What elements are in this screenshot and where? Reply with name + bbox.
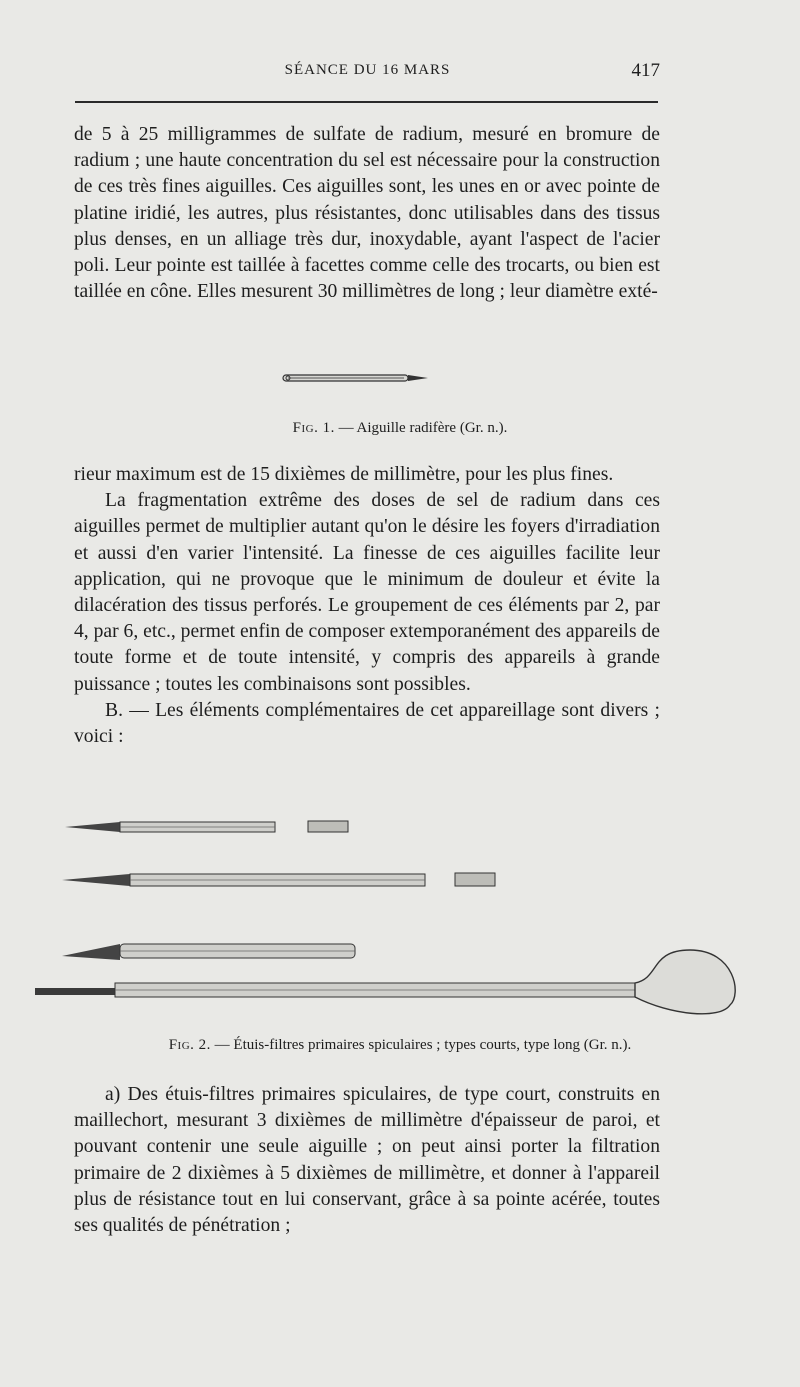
figure-1-label: Fig. 1.: [292, 420, 335, 436]
case-tip: [65, 822, 120, 832]
running-title: SÉANCE DU 16 MARS: [284, 62, 451, 78]
paragraph: B. — Les éléments complémentaires de cet appareillage sont divers ; voici :: [74, 699, 660, 748]
long-case: [35, 950, 735, 1014]
short-case-1: [65, 821, 348, 832]
case-tip: [62, 874, 130, 886]
text-block-bottom: [74, 1082, 660, 1239]
paragraph: de 5 à 25 milligrammes de sulfate de radium, mesuré en bromure de radium ; une haute concentration du sel est nécessaire pour la construction de ces très fines aiguilles. Ces aiguilles sont, les unes en or avec pointe de platine iridié, les autres, plus résistantes, donc utilisables dans des tissus plus denses, en un alliage très dur, inoxydable, ayant l'aspect de l'acier poli. Leur pointe est taillée à facettes comme celle des trocarts, ou bien est taillée en cône. Elles mesurent 30 millimètres de long ; leur diamètre exté-: [74, 124, 660, 303]
needle-tip: [408, 375, 428, 381]
case-cap: [455, 873, 495, 886]
figure-1-needle: [280, 370, 430, 386]
figure-2-caption-text: — Étuis-filtres primaires spiculaires ; types courts, type long (Gr. n.).: [214, 1037, 632, 1053]
figure-1-caption-text: — Aiguille radifère (Gr. n.).: [338, 420, 508, 436]
header-rule: [75, 101, 658, 103]
text-block-middle: [74, 462, 660, 750]
paragraph: a) Des étuis-filtres primaires spiculaires, de type court, construits en maillechort, mesurant 3 dixièmes de millimètre d'épaisseur de paroi, et pouvant contenir une seule aiguille ; on peut ainsi porter la filtration primaire de 2 dixièmes à 5 dixièmes de millimètre, et donner à l'appareil plus de résistance tout en lui conservant, grâce à sa pointe acérée, toutes ses qualités de pénétration ;: [74, 1084, 660, 1237]
figure-2-filter-cases: [30, 810, 770, 1030]
paragraph: La fragmentation extrême des doses de sel de radium dans ces aiguilles permet de multiplier autant qu'on le désire les foyers d'irradiation et aussi d'en varier l'intensité. La finesse de ces aiguilles facilite leur application, qui ne provoque que le minimum de douleur et évite la dilacération des tissus perforés. Le groupement de ces éléments par 2, par 4, par 6, etc., permet enfin de composer extemporanément des appareils de toute forme et de toute intensité, y compris des appareils à grande puissance ; toutes les combinaisons sont possibles.: [74, 490, 660, 695]
running-header: [75, 62, 660, 86]
paragraph: rieur maximum est de 15 dixièmes de millimètre, pour les plus fines.: [74, 464, 614, 485]
page-number: 417: [631, 60, 660, 81]
figure-2-caption: [0, 1037, 800, 1054]
text-block-top: [74, 122, 660, 305]
case-threaded-end: [35, 988, 120, 995]
case-cap: [308, 821, 348, 832]
short-case-3: [62, 944, 355, 960]
case-tip: [62, 944, 120, 960]
figure-1-caption: [0, 420, 800, 437]
short-case-2: [62, 873, 495, 886]
case-handle: [635, 950, 735, 1014]
figure-2-label: Fig. 2.: [168, 1037, 211, 1053]
